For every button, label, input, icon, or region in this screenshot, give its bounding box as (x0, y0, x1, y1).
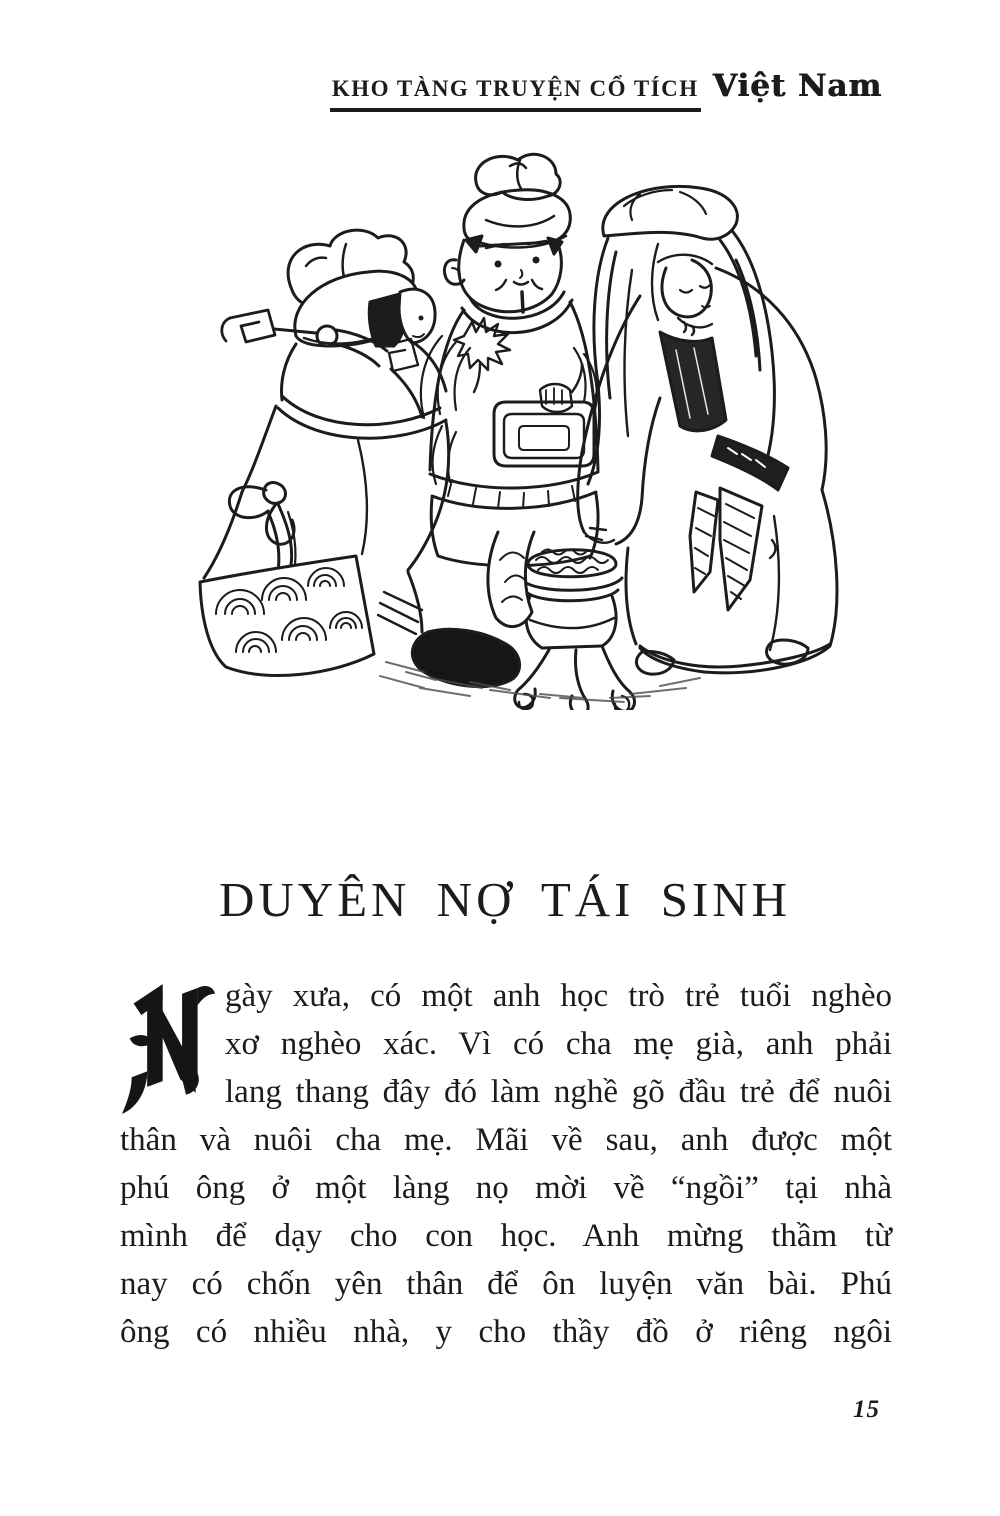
text-line: mình để dạy cho con học. Anh mừng thầm từ (120, 1218, 892, 1254)
text-line: ông có nhiều nhà, y cho thầy đồ ở riêng ngôi (120, 1314, 892, 1350)
text-line: nay có chốn yên thân để ôn luyện văn bài. Phú (120, 1266, 892, 1302)
robe-panel (488, 532, 534, 627)
text-line: phú ông ở một làng nọ mời về “ngồi” tại nhà (120, 1170, 892, 1206)
series-title: KHO TÀNG TRUYỆN CỔ TÍCH (330, 76, 701, 112)
brand-title: Việt Nam (712, 68, 882, 104)
text-line: lang thang đây đó làm nghề gõ đầu trẻ để nuôi (225, 1074, 892, 1110)
drop-cap-letter (120, 976, 217, 1070)
figure-center-man (421, 154, 598, 565)
figure-right-woman (578, 186, 837, 674)
drum-stool (515, 550, 635, 711)
text-line: xơ nghèo xác. Vì có cha mẹ già, anh phải (225, 1026, 892, 1062)
story-body (120, 972, 892, 1356)
text-line: gày xưa, có một anh học trò trẻ tuổi nghèo (225, 978, 892, 1014)
running-head (330, 68, 882, 112)
story-title: DUYÊN NỢ TÁI SINH (218, 871, 792, 927)
text-line: thân và nuôi cha mẹ. Mãi về sau, anh được một (120, 1122, 892, 1158)
story-illustration (180, 140, 880, 710)
story-illustration-svg (180, 140, 880, 710)
page-number: 15 (853, 1396, 880, 1423)
